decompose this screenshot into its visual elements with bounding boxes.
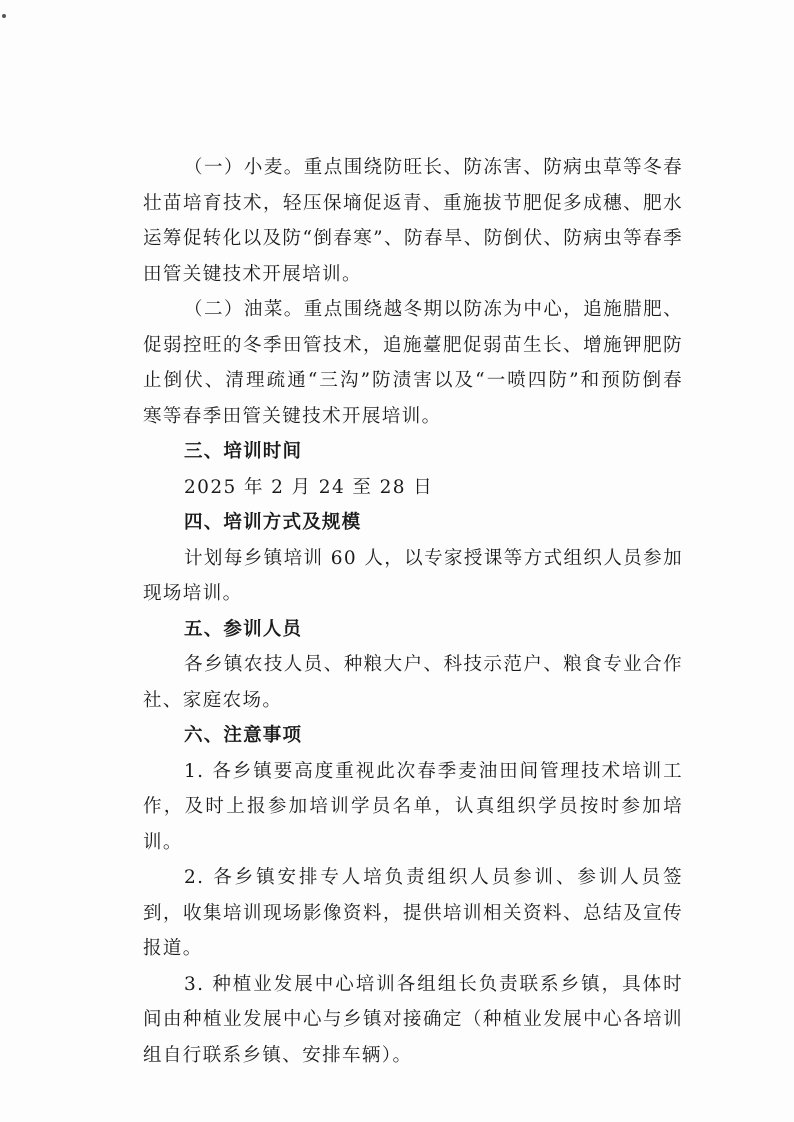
note-item: 2. 各乡镇安排专人培负责组织人员参训、参训人员签到，收集培训现场影像资料，提供培训相关资料、总结及宣传报道。 [143,867,683,959]
note-item: 3. 种植业发展中心培训各组组长负责联系乡镇，具体时间由种植业发展中心与乡镇对接确定（种植业发展中心各培训组自行联系乡镇、安排车辆）。 [143,973,683,1066]
note-item: 1. 各乡镇要高度重视此次春季麦油田间管理技术培训工作，及时上报参加培训学员名单，认真组织学员按时参加培训。 [143,760,683,853]
paragraph-rapeseed: （二）油菜。重点围绕越冬期以防冻为中心，追施腊肥、 促弱控旺的冬季田管技术，追施薹肥促弱苗生长、增施钾肥防止倒伏、清理疏通“三沟”防渍害以及“一喷四防”和预防倒春寒等春季田管关键技术开展培训。 [143,299,683,427]
document-body [143,150,683,1073]
section-heading-time: 三、培训时间 [184,441,303,462]
section-heading-method: 四、培训方式及规模 [184,512,362,533]
section-heading-participants: 五、参训人员 [184,618,303,640]
section-body-method: 计划每乡镇培训 60 人，以专家授课等方式组织人员参加现场培训。 [143,547,683,604]
section-body-time: 2025 年 2 月 24 至 28 日 [184,476,434,498]
section-body-participants: 各乡镇农技人员、种粮大户、科技示范户、粮食专业合作社、家庭农场。 [143,654,683,711]
scan-mark [2,14,6,18]
paragraph-wheat: （一）小麦。重点围绕防旺长、防冻害、防病虫草等冬春壮苗培育技术，轻压保墒促返青、重施拔节肥促多成穗、肥水运筹促转化以及防“倒春寒”、防春旱、防倒伏、防病虫等春季 田管关键技术开展培训。 [143,157,683,285]
section-heading-notes: 六、注意事项 [184,725,303,746]
